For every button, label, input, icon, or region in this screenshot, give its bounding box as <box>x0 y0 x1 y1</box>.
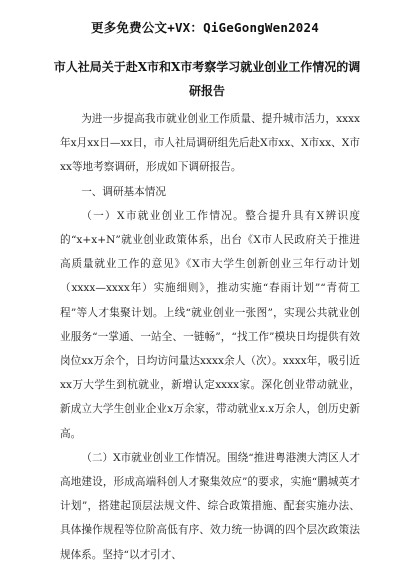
paragraph-intro: 为进一步提高我市就业创业工作质量、提升城市活力，xxxx年x月xx日—xx日，市人社局调研组先后赴X市xx、X市xx、X市xx等地考察调研，形成如下调研报告。 <box>60 113 360 174</box>
document-title: 市人社局关于赴X市和X市考察学习就业创业工作情况的调研报告 <box>53 60 361 98</box>
paragraph-city-one: （一）X市就业创业工作情况。整合提升具有X辨识度的“x+x+N”就业创业政策体系，出台《X市人民政府关于推进高质量就业工作的意见》《X市大学生创新创业三年行动计划（xxxx—xxxx年）实施细则》，推动实施“春雨计划”“青荷工程”等人才集聚计划。上线“就业创业一张图”，实现公共就业创业服务“一掌通、一站全、一链畅”，“找工作”模块日均提供有效岗位xx万余个，日均访问量达xxxx余人（次）。xxxx年，吸引近xx万大学生到杭就业，新增认定xxxx家。深化创业带动就业，新成立大学生创业企业x万余家，带动就业x.x万余人，创历史新高。 <box>60 209 360 440</box>
section-heading: 一、调研基本情况 <box>81 185 166 198</box>
watermark-header: 更多免费公文+VX：QiGeGongWen2024 <box>91 20 319 35</box>
paragraph-city-two: （二）X市就业创业工作情况。围绕“推进粤港澳大湾区人才高地建设，形成高端科创人才聚集效应”的要求，实施“鹏城英才计划”，搭建起顶层法规文件、综合政策措施、配套实施办法、具体操作规程等位阶高低有序、效力统一协调的四个层次政策法规体系。坚持“以才引才、 <box>60 451 360 561</box>
document-body <box>60 107 360 567</box>
